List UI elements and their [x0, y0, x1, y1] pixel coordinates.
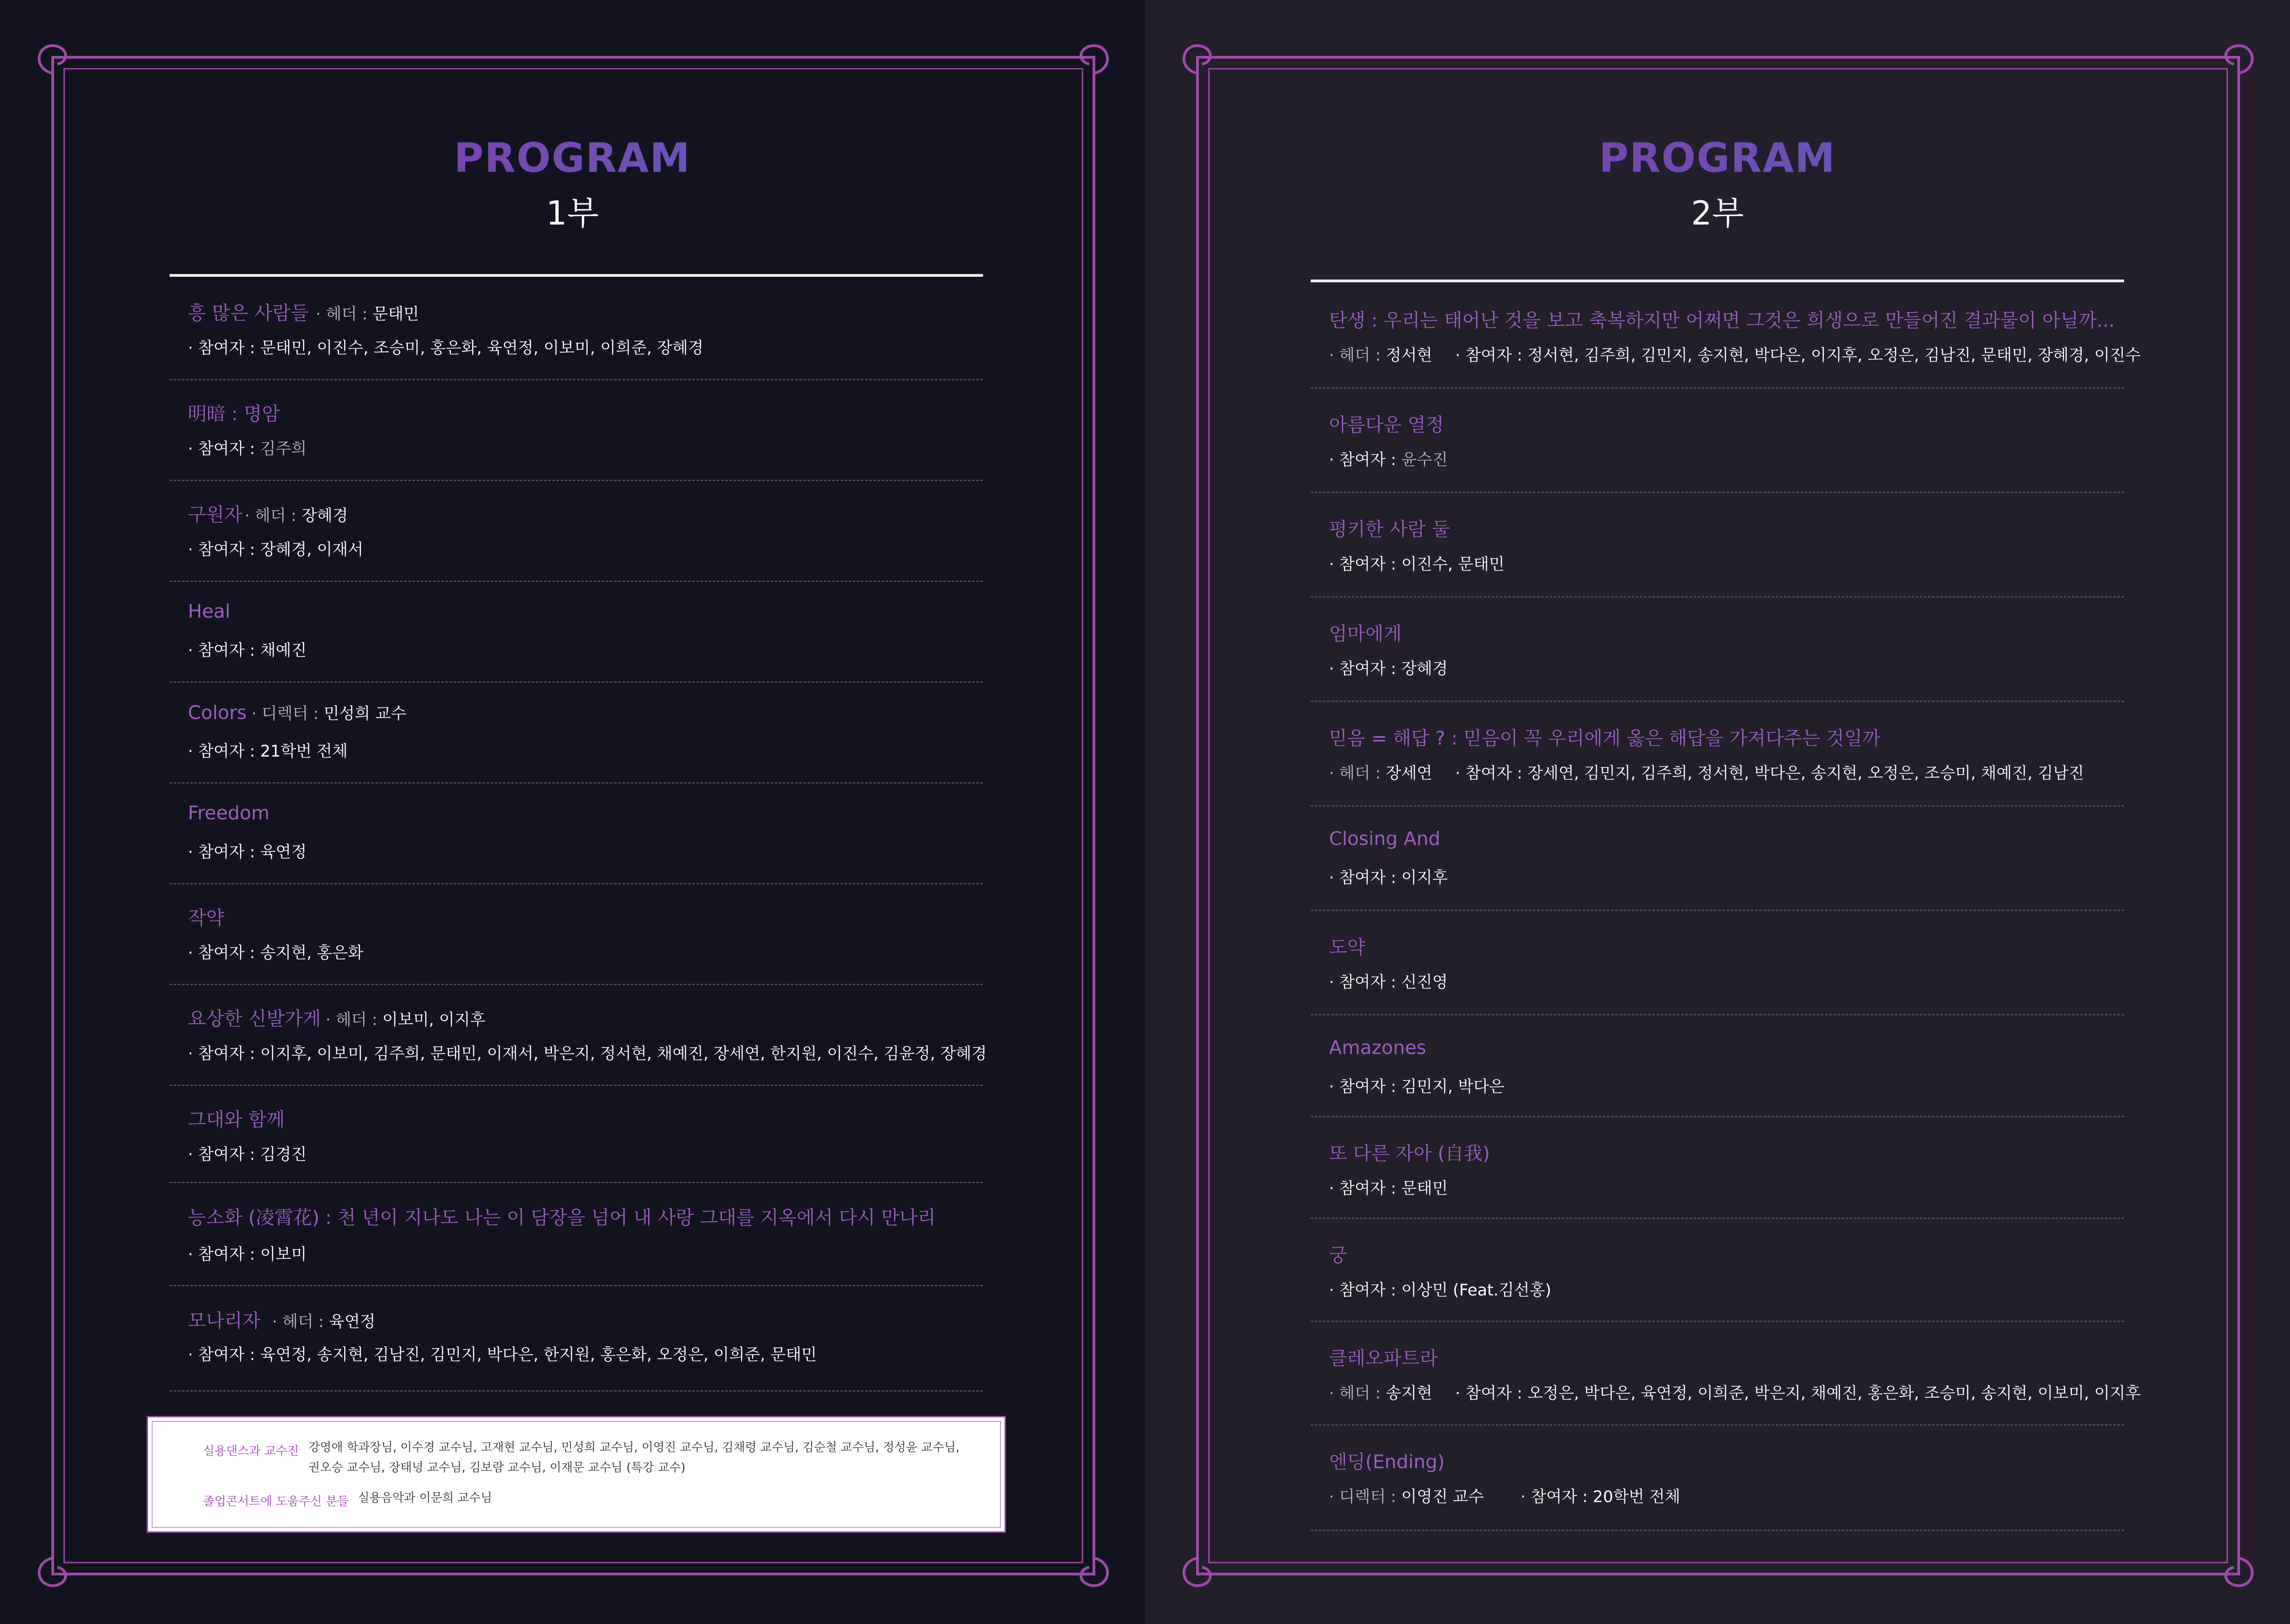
- program-item: [1311, 598, 2124, 702]
- director-value: 장세연: [1385, 764, 1433, 783]
- participants-value: 정서현, 김주희, 김민지, 송지현, 박다은, 이지후, 오정은, 김남진, 문태민, 장혜경, 이진수: [1527, 346, 2141, 365]
- participants-label: · 참여자 :: [188, 742, 260, 761]
- director-value: 송지현: [1385, 1384, 1433, 1403]
- participants-value: 김주희: [260, 440, 307, 458]
- program-item: [170, 1286, 983, 1392]
- item-role-value: 이보미, 이지후: [382, 1011, 486, 1029]
- item-title: 모나리자: [188, 1310, 261, 1332]
- participants-label: · 참여자 :: [1329, 451, 1401, 469]
- participants-label: · 참여자 :: [1455, 764, 1528, 783]
- item-title: 믿음 = 해답 ? : 믿음이 꼭 우리에게 옳은 해답을 가져다주는 것일까: [1329, 727, 1881, 749]
- participants-label: · 참여자 :: [1455, 346, 1528, 365]
- item-title: 구원자: [188, 504, 242, 526]
- program-item: [1311, 493, 2124, 598]
- program-item: [170, 582, 983, 683]
- participants-value: 문태민, 이진수, 조승미, 홍은화, 육연정, 이보미, 이희준, 장혜경: [260, 339, 703, 357]
- participants-value: 문태민: [1401, 1180, 1448, 1198]
- program-item: [1311, 284, 2141, 389]
- program-item: [1311, 1426, 2124, 1531]
- item-role-value: 문태민: [372, 305, 419, 324]
- program-item: [170, 380, 983, 481]
- item-title: Amazones: [1329, 1037, 1427, 1059]
- acknowledgement-box: [147, 1416, 1006, 1533]
- item-title: 도약: [1329, 936, 1366, 958]
- item-title: 흥 많은 사람들: [188, 302, 309, 324]
- helpers-text: 실용음악과 이문희 교수님: [358, 1491, 492, 1505]
- program-page-part2: [1145, 0, 2290, 1624]
- item-role-label: · 디렉터 :: [251, 705, 324, 723]
- director-value: 정서현: [1385, 346, 1433, 365]
- item-title: Freedom: [188, 802, 270, 824]
- participants-value: 이지후: [1401, 869, 1448, 887]
- program-item: [170, 1086, 983, 1183]
- program-item: [1311, 1322, 2141, 1426]
- program-item: [170, 683, 983, 784]
- header-divider: [1311, 280, 2124, 282]
- participants-value: 신진영: [1401, 973, 1448, 992]
- item-title: Closing And: [1329, 828, 1440, 850]
- program-item: [170, 985, 987, 1086]
- program-title: PROGRAM: [0, 133, 1145, 183]
- participants-label: · 참여자 :: [1329, 1078, 1401, 1096]
- participants-value: 장혜경: [1401, 660, 1448, 678]
- participants-value: 이진수, 문태민: [1401, 555, 1505, 574]
- participants-value: 육연정, 송지현, 김남진, 김민지, 박다은, 한지원, 홍은화, 오정은, 이희준, 문태민: [260, 1346, 817, 1364]
- program-item: [170, 280, 983, 380]
- participants-label: · 참여자 :: [188, 1346, 260, 1364]
- participants-value: 장혜경, 이재서: [260, 541, 363, 559]
- participants-label: · 참여자 :: [188, 843, 260, 861]
- participants-label: · 참여자 :: [1329, 660, 1401, 678]
- participants-value: 육연정: [260, 843, 307, 861]
- faculty-label: 실용댄스과 교수진: [203, 1444, 299, 1458]
- program-item: [170, 481, 983, 582]
- participants-label: · 참여자 :: [1329, 869, 1401, 887]
- program-item: [170, 784, 983, 884]
- helpers-label: 졸업콘서트에 도움주신 분들: [203, 1495, 349, 1509]
- participants-value: 채예진: [260, 642, 307, 660]
- item-role-label: · 헤더 :: [272, 1313, 329, 1331]
- item-title: 궁: [1329, 1244, 1347, 1266]
- participants-label: · 참여자 :: [1520, 1488, 1593, 1506]
- director-label: · 헤더 :: [1329, 764, 1386, 783]
- participants-value: 송지현, 홍은화: [260, 944, 363, 962]
- item-title: 클레오파트라: [1329, 1347, 1438, 1369]
- program-title: PROGRAM: [1145, 133, 2290, 183]
- program-item: [170, 1183, 983, 1286]
- item-title: 엔딩(Ending): [1329, 1451, 1445, 1473]
- director-label: · 디렉터 :: [1329, 1488, 1401, 1506]
- program-item: [170, 884, 983, 985]
- director-label: · 헤더 :: [1329, 1384, 1386, 1403]
- item-title: 탄생 : 우리는 태어난 것을 보고 축복하지만 어쩌면 그것은 희생으로 만들어진 결과물이 아닐까...: [1329, 309, 2115, 331]
- participants-label: · 참여자 :: [188, 642, 260, 660]
- participants-value: 윤수진: [1401, 451, 1448, 469]
- item-role-value: 민성희 교수: [324, 705, 406, 723]
- program-list: [170, 280, 987, 1392]
- item-title: 작약: [188, 907, 225, 929]
- participants-value: 이지후, 이보미, 김주희, 문태민, 이재서, 박은지, 정서현, 채예진, 장세연, 한지원, 이진수, 김윤정, 장혜경: [260, 1045, 987, 1063]
- header-divider: [170, 274, 983, 277]
- participants-value: 김경진: [260, 1146, 307, 1164]
- participants-label: · 참여자 :: [188, 1245, 260, 1264]
- part-title: 2부: [1691, 194, 1744, 232]
- participants-label: · 참여자 :: [188, 944, 260, 962]
- program-item: [1311, 1219, 2124, 1322]
- item-title: 또 다른 자아 (自我): [1329, 1142, 1490, 1164]
- program-item: [1311, 1015, 2124, 1117]
- participants-value: 21학번 전체: [260, 742, 348, 761]
- director-label: · 헤더 :: [1329, 346, 1386, 365]
- participants-label: · 참여자 :: [1455, 1384, 1528, 1403]
- program-list: [1311, 284, 2141, 1531]
- item-role-value: 육연정: [329, 1313, 376, 1331]
- item-title: 엄마에게: [1329, 623, 1402, 645]
- program-item: [1311, 389, 2124, 493]
- program-item: [1311, 911, 2124, 1015]
- item-role-label: · 헤더 :: [244, 507, 302, 525]
- participants-label: · 참여자 :: [1329, 973, 1401, 992]
- program-item: [1311, 1117, 2124, 1219]
- item-title: Colors: [188, 702, 247, 724]
- participants-value: 장세연, 김민지, 김주희, 정서현, 박다은, 송지현, 오정은, 조승미, 채예진, 김남진: [1527, 764, 2084, 783]
- participants-label: · 참여자 :: [1329, 1180, 1401, 1198]
- item-role-label: · 헤더 :: [315, 305, 373, 324]
- participants-value: 이상민 (Feat.김선홍): [1401, 1281, 1552, 1300]
- item-title: 능소화 (凌霄花) : 천 년이 지나도 나는 이 담장을 넘어 내 사랑 그대를 지옥에서 다시 만나리: [188, 1207, 936, 1229]
- part-title: 1부: [546, 194, 599, 232]
- item-title: 明暗 : 명암: [188, 403, 280, 425]
- item-title: 아름다운 열정: [1329, 414, 1444, 436]
- item-title: Heal: [188, 600, 231, 622]
- program-item: [1311, 807, 2124, 911]
- participants-value: 이보미: [260, 1245, 307, 1264]
- item-title: 평키한 사람 둘: [1329, 518, 1450, 540]
- participants-label: · 참여자 :: [188, 541, 260, 559]
- program-item: [1311, 702, 2124, 807]
- participants-value: 오정은, 박다은, 육연정, 이희준, 박은지, 채예진, 홍은화, 조승미, 송지현, 이보미, 이지후: [1527, 1384, 2141, 1403]
- participants-label: · 참여자 :: [188, 1146, 260, 1164]
- item-title: 요상한 신발가게: [188, 1008, 321, 1030]
- participants-label: · 참여자 :: [188, 339, 260, 357]
- faculty-text-line2: 권오승 교수님, 장태녕 교수님, 김보람 교수님, 이재문 교수님 (특강 교수): [308, 1461, 686, 1475]
- item-role-value: 장혜경: [301, 507, 348, 525]
- participants-label: · 참여자 :: [188, 1045, 260, 1063]
- participants-label: · 참여자 :: [1329, 1281, 1401, 1300]
- item-role-label: · 헤더 :: [325, 1011, 383, 1029]
- participants-label: · 참여자 :: [1329, 555, 1401, 574]
- director-value: 이영진 교수: [1401, 1488, 1484, 1506]
- participants-value: 김민지, 박다은: [1401, 1078, 1505, 1096]
- item-title: 그대와 함께: [188, 1108, 285, 1130]
- participants-value: 20학번 전체: [1593, 1488, 1680, 1506]
- participants-label: · 참여자 :: [188, 440, 260, 458]
- faculty-text-line1: 강영애 학과장님, 이수경 교수님, 고재현 교수님, 민성희 교수님, 이영진 교수님, 김채령 교수님, 김순철 교수님, 정성윤 교수님,: [308, 1441, 960, 1454]
